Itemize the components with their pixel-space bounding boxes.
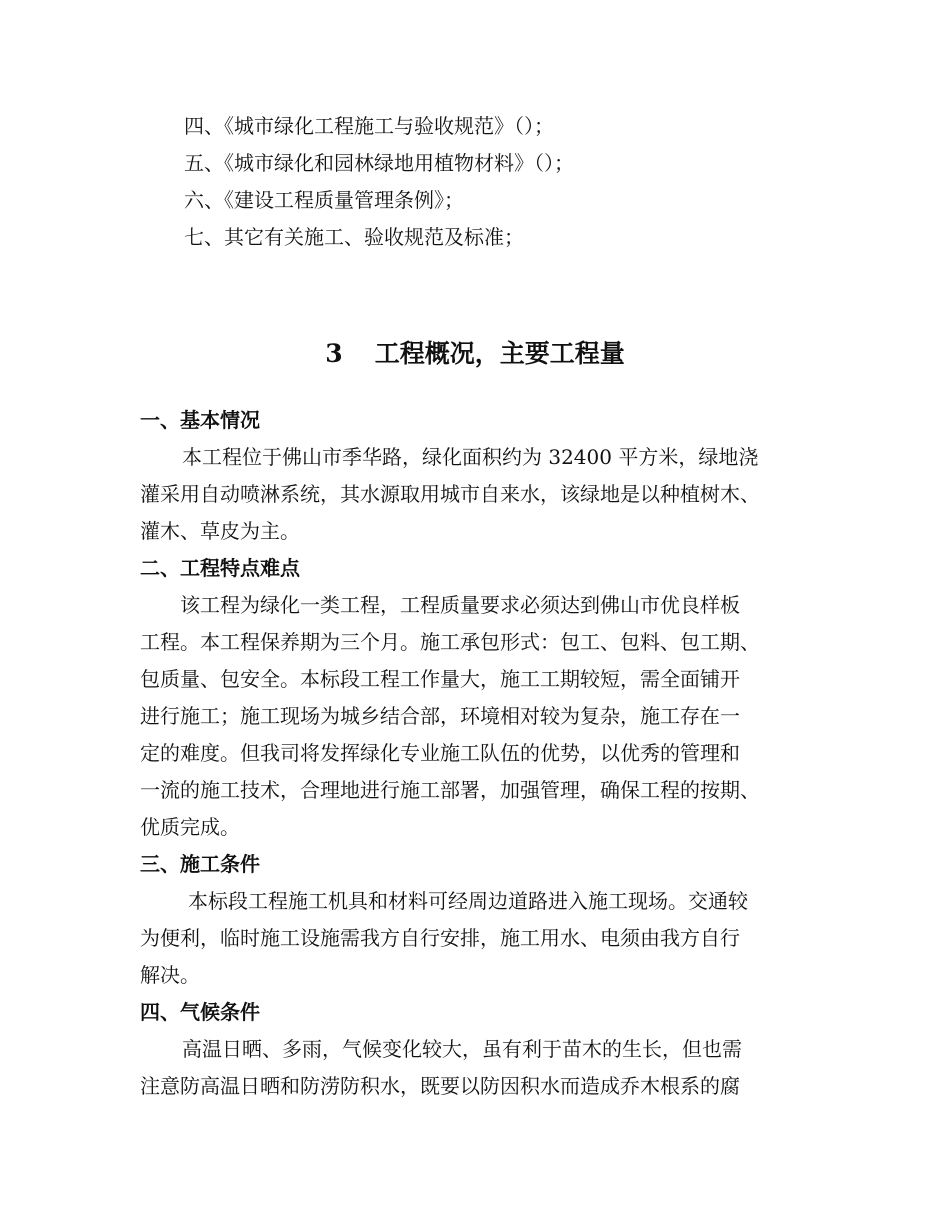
section-heading: 三、施工条件 <box>140 852 260 876</box>
paragraph-line: 解决。 <box>140 963 200 987</box>
paragraph-line: 注意防高温日晒和防涝防积水，既要以防因积水而造成乔木根系的腐 <box>140 1074 740 1098</box>
paragraph-line: 定的难度。但我司将发挥绿化专业施工队伍的优势，以优秀的管理和 <box>140 741 740 765</box>
reference-item: 七、其它有关施工、验收规范及标准； <box>184 225 524 249</box>
paragraph-line: 本工程位于佛山市季华路，绿化面积约为 32400 平方米，绿地浇 <box>182 445 759 469</box>
paragraph-line: 本标段工程施工机具和材料可经周边道路进入施工现场。交通较 <box>188 889 748 913</box>
content-body <box>140 402 830 1105</box>
section-heading: 一、基本情况 <box>140 408 260 432</box>
section-heading: 四、气候条件 <box>140 1000 260 1024</box>
reference-item: 四、《城市绿化工程施工与验收规范》（）； <box>184 114 554 138</box>
paragraph-line: 优质完成。 <box>140 815 240 839</box>
reference-item: 六、《建设工程质量管理条例》； <box>184 188 464 212</box>
chapter-title <box>0 332 950 376</box>
reference-item: 五、《城市绿化和园林绿地用植物材料》（）； <box>184 151 574 175</box>
paragraph-line: 一流的施工技术，合理地进行施工部署，加强管理，确保工程的按期、 <box>140 778 760 802</box>
chapter-title-text: 工程概况，主要工程量 <box>374 339 625 368</box>
paragraph-line: 该工程为绿化一类工程，工程质量要求必须达到佛山市优良样板 <box>180 593 740 617</box>
paragraph-line: 工程。本工程保养期为三个月。施工承包形式：包工、包料、包工期、 <box>140 630 760 654</box>
chapter-number: 3 <box>325 339 343 368</box>
paragraph-line: 灌采用自动喷淋系统，其水源取用城市自来水，该绿地是以种植树木、 <box>140 482 760 506</box>
paragraph-line: 包质量、包安全。本标段工程工作量大，施工工期较短，需全面铺开 <box>140 667 740 691</box>
paragraph-line: 进行施工；施工现场为城乡结合部，环境相对较为复杂，施工存在一 <box>140 704 740 728</box>
paragraph-line: 高温日晒、多雨，气候变化较大，虽有利于苗木的生长，但也需 <box>182 1037 742 1061</box>
section-heading: 二、工程特点难点 <box>140 556 300 580</box>
reference-list <box>184 108 574 256</box>
paragraph-line: 灌木、草皮为主。 <box>140 519 300 543</box>
paragraph-line: 为便利，临时施工设施需我方自行安排，施工用水、电须由我方自行 <box>140 926 740 950</box>
